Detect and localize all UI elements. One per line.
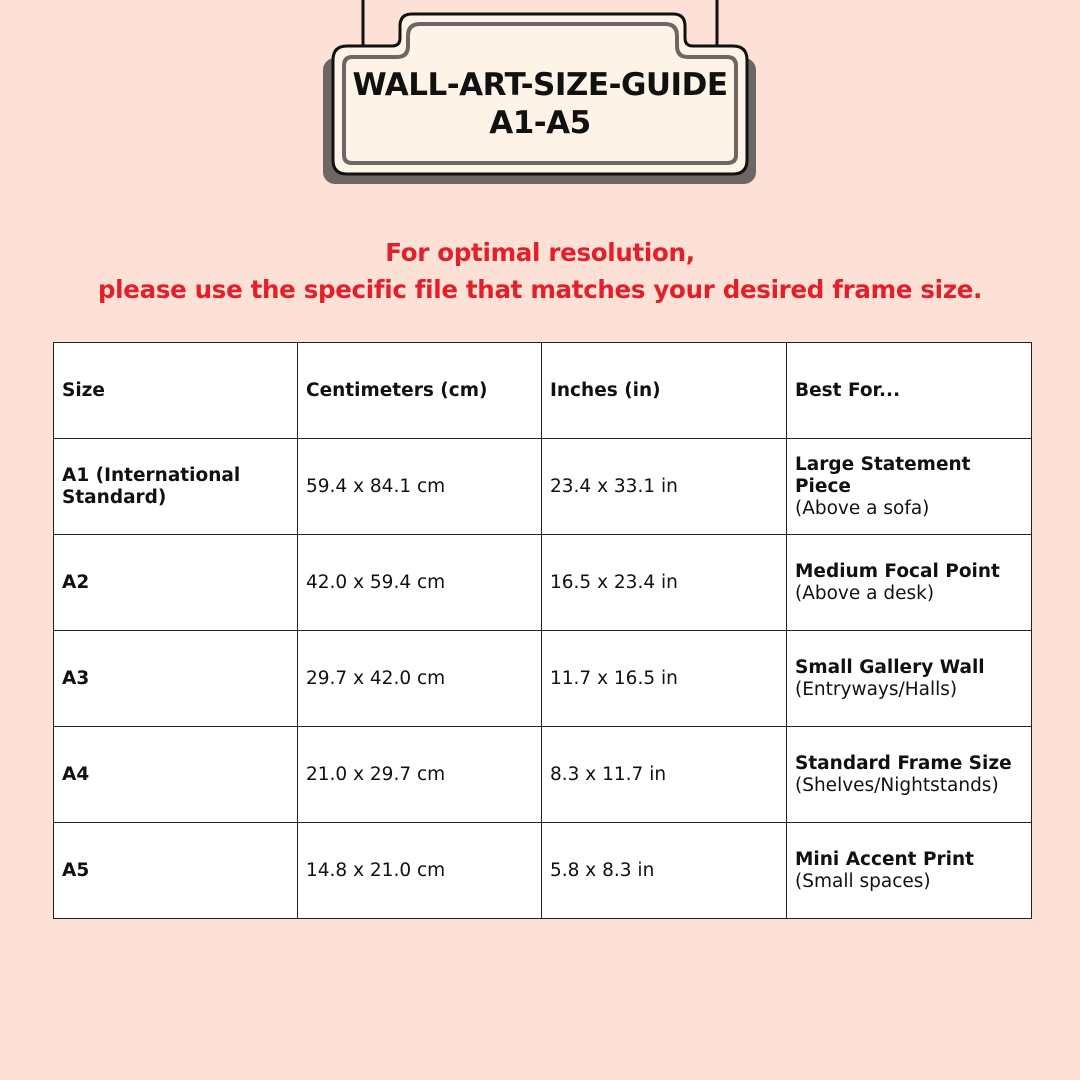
best-for-cell (787, 535, 1032, 631)
best-for-note: (Above a desk) (795, 582, 935, 604)
best-for-cell (787, 631, 1032, 727)
inches-cell: 11.7 x 16.5 in (542, 631, 787, 727)
header-inches: Inches (in) (542, 343, 787, 439)
best-for-note: (Shelves/Nightstands) (795, 774, 999, 796)
best-for-title: Standard Frame Size (795, 752, 1012, 774)
size-cell: A2 (54, 535, 298, 631)
size-table (53, 342, 1032, 919)
best-for-note: (Small spaces) (795, 870, 931, 892)
best-for-title: Small Gallery Wall (795, 656, 985, 678)
header-best-for: Best For... (787, 343, 1032, 439)
cm-cell: 42.0 x 59.4 cm (298, 535, 542, 631)
size-cell: A3 (54, 631, 298, 727)
best-for-title: Mini Accent Print (795, 848, 974, 870)
table-header-row (54, 343, 1032, 439)
notice-line1: For optimal resolution, (385, 238, 695, 267)
cm-cell: 59.4 x 84.1 cm (298, 439, 542, 535)
table-row (54, 727, 1032, 823)
table-row (54, 823, 1032, 919)
best-for-title: Medium Focal Point (795, 560, 1000, 582)
size-cell: A1 (International Standard) (54, 439, 298, 535)
best-for-title: Large Statement Piece (795, 453, 971, 497)
cm-cell: 29.7 x 42.0 cm (298, 631, 542, 727)
inches-cell: 5.8 x 8.3 in (542, 823, 787, 919)
best-for-note: (Above a sofa) (795, 497, 930, 519)
table-row (54, 439, 1032, 535)
table-row (54, 535, 1032, 631)
best-for-cell (787, 823, 1032, 919)
best-for-cell (787, 439, 1032, 535)
best-for-note: (Entryways/Halls) (795, 678, 958, 700)
inches-cell: 8.3 x 11.7 in (542, 727, 787, 823)
cm-cell: 21.0 x 29.7 cm (298, 727, 542, 823)
notice-line2: please use the specific file that matches your desired frame size. (97, 275, 983, 304)
header-centimeters: Centimeters (cm) (298, 343, 542, 439)
hanging-sign (0, 0, 1080, 200)
cm-cell: 14.8 x 21.0 cm (298, 823, 542, 919)
size-cell: A4 (54, 727, 298, 823)
sign-title-line1: WALL-ART-SIZE-GUIDE (352, 67, 728, 103)
sign-title-line2: A1-A5 (489, 105, 591, 141)
inches-cell: 16.5 x 23.4 in (542, 535, 787, 631)
resolution-notice (0, 234, 1080, 308)
best-for-cell (787, 727, 1032, 823)
sign-title (346, 66, 734, 142)
inches-cell: 23.4 x 33.1 in (542, 439, 787, 535)
table-row (54, 631, 1032, 727)
header-size: Size (54, 343, 298, 439)
size-cell: A5 (54, 823, 298, 919)
